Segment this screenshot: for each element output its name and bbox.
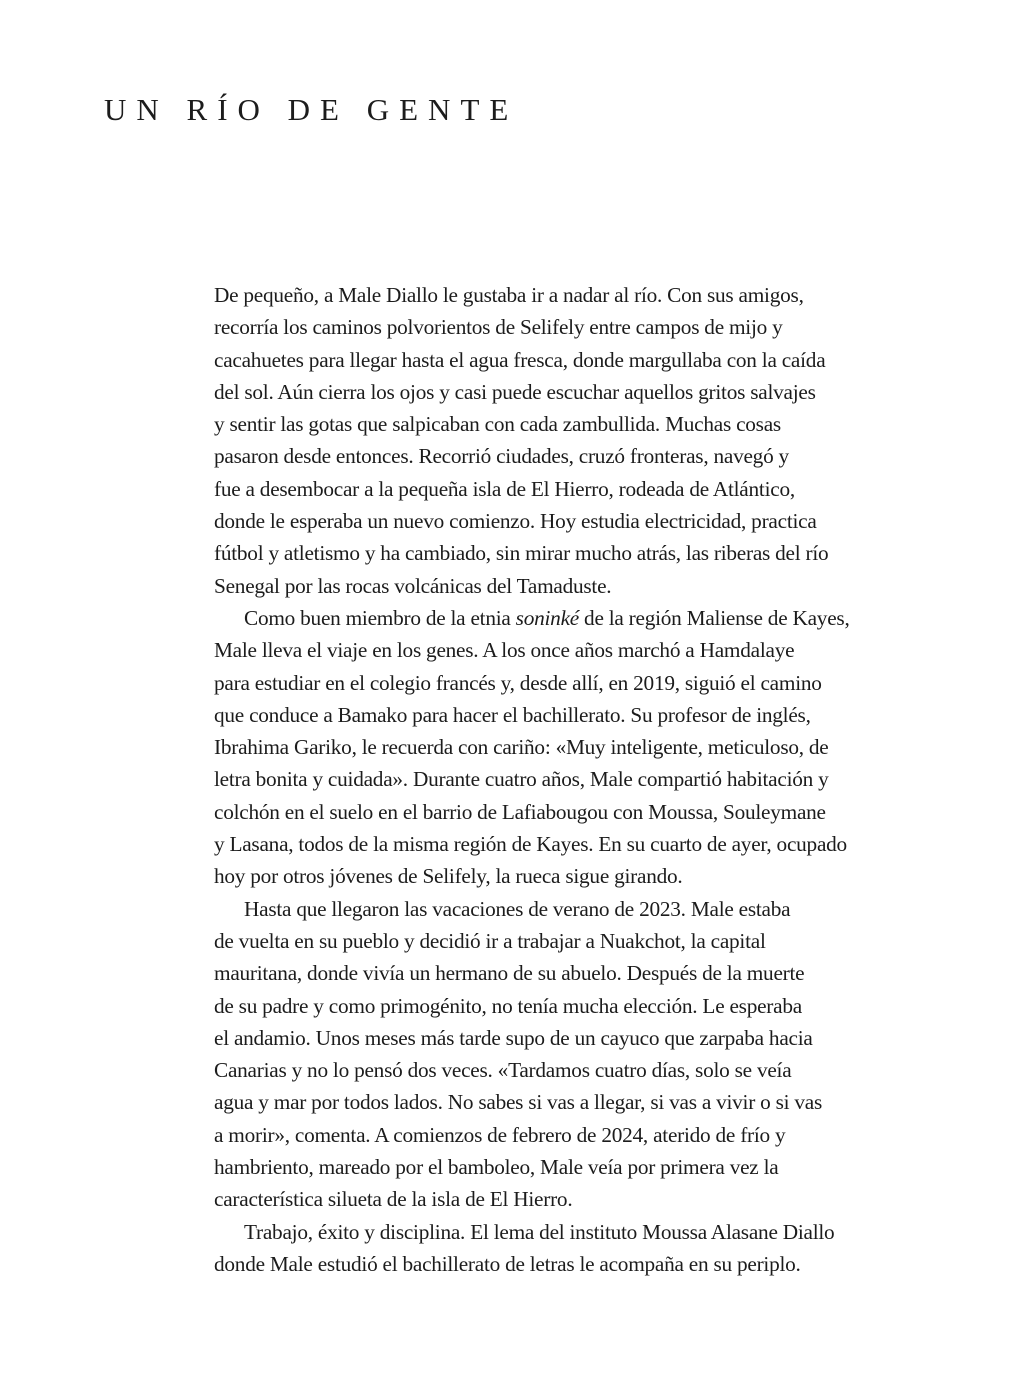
text-line: Senegal por las rocas volcánicas del Tamaduste. bbox=[214, 573, 612, 598]
text-line: cacahuetes para llegar hasta el agua fresca, donde margullaba con la caída bbox=[214, 347, 826, 372]
paragraph-3 bbox=[214, 893, 954, 1216]
paragraph-4 bbox=[214, 1216, 954, 1281]
chapter-title: UN RÍO DE GENTE bbox=[104, 92, 519, 127]
text-line: hoy por otros jóvenes de Selifely, la rueca sigue girando. bbox=[214, 864, 683, 889]
text-line: donde le esperaba un nuevo comienzo. Hoy estudia electricidad, practica bbox=[214, 509, 817, 534]
text-fragment: Como buen miembro de la etnia bbox=[244, 605, 516, 630]
text-line: el andamio. Unos meses más tarde supo de un cayuco que zarpaba hacia bbox=[214, 1025, 813, 1050]
text-line: Ibrahima Gariko, le recuerda con cariño: «Muy inteligente, meticuloso, de bbox=[214, 735, 829, 760]
paragraph-1 bbox=[214, 279, 954, 602]
text-line: a morir», comenta. A comienzos de febrero de 2024, aterido de frío y bbox=[214, 1122, 786, 1147]
paragraph-2 bbox=[214, 602, 954, 893]
italic-term: soninké bbox=[515, 605, 579, 630]
text-line: donde Male estudió el bachillerato de letras le acompaña en su periplo. bbox=[214, 1251, 801, 1276]
text-line: mauritana, donde vivía un hermano de su abuelo. Después de la muerte bbox=[214, 961, 805, 986]
text-line: característica silueta de la isla de El Hierro. bbox=[214, 1187, 573, 1212]
text-line: Male lleva el viaje en los genes. A los once años marchó a Hamdalaye bbox=[214, 638, 795, 663]
text-line: Hasta que llegaron las vacaciones de verano de 2023. Male estaba bbox=[244, 896, 791, 921]
text-line: y sentir las gotas que salpicaban con cada zambullida. Muchas cosas bbox=[214, 412, 781, 437]
text-line: agua y mar por todos lados. No sabes si vas a llegar, si vas a vivir o si vas bbox=[214, 1090, 823, 1115]
text-line: y Lasana, todos de la misma región de Kayes. En su cuarto de ayer, ocupado bbox=[214, 832, 847, 857]
text-line: hambriento, mareado por el bamboleo, Male veía por primera vez la bbox=[214, 1155, 779, 1180]
text-line: Canarias y no lo pensó dos veces. «Tardamos cuatro días, solo se veía bbox=[214, 1058, 792, 1083]
text-line: Trabajo, éxito y disciplina. El lema del instituto Moussa Alasane Diallo bbox=[244, 1219, 835, 1244]
text-fragment: de la región Maliense de Kayes, bbox=[578, 605, 850, 630]
text-line bbox=[214, 602, 954, 634]
text-line: fue a desembocar a la pequeña isla de El Hierro, rodeada de Atlántico, bbox=[214, 476, 795, 501]
text-line: del sol. Aún cierra los ojos y casi puede escuchar aquellos gritos salvajes bbox=[214, 379, 816, 404]
text-line: que conduce a Bamako para hacer el bachillerato. Su profesor de inglés, bbox=[214, 702, 811, 727]
text-line: pasaron desde entonces. Recorrió ciudades, cruzó fronteras, navegó y bbox=[214, 444, 789, 469]
text-line: colchón en el suelo en el barrio de Lafiabougou con Moussa, Souleymane bbox=[214, 799, 826, 824]
text-line: de vuelta en su pueblo y decidió ir a trabajar a Nuakchot, la capital bbox=[214, 928, 766, 953]
text-line: para estudiar en el colegio francés y, desde allí, en 2019, siguió el camino bbox=[214, 670, 822, 695]
text-line: fútbol y atletismo y ha cambiado, sin mirar mucho atrás, las riberas del río bbox=[214, 541, 829, 566]
text-line: recorría los caminos polvorientos de Selifely entre campos de mijo y bbox=[214, 315, 783, 340]
text-line: letra bonita y cuidada». Durante cuatro años, Male compartió habitación y bbox=[214, 767, 829, 792]
text-line: De pequeño, a Male Diallo le gustaba ir a nadar al río. Con sus amigos, bbox=[214, 283, 804, 307]
text-line: de su padre y como primogénito, no tenía mucha elección. Le esperaba bbox=[214, 993, 802, 1018]
body-text bbox=[214, 279, 954, 1280]
